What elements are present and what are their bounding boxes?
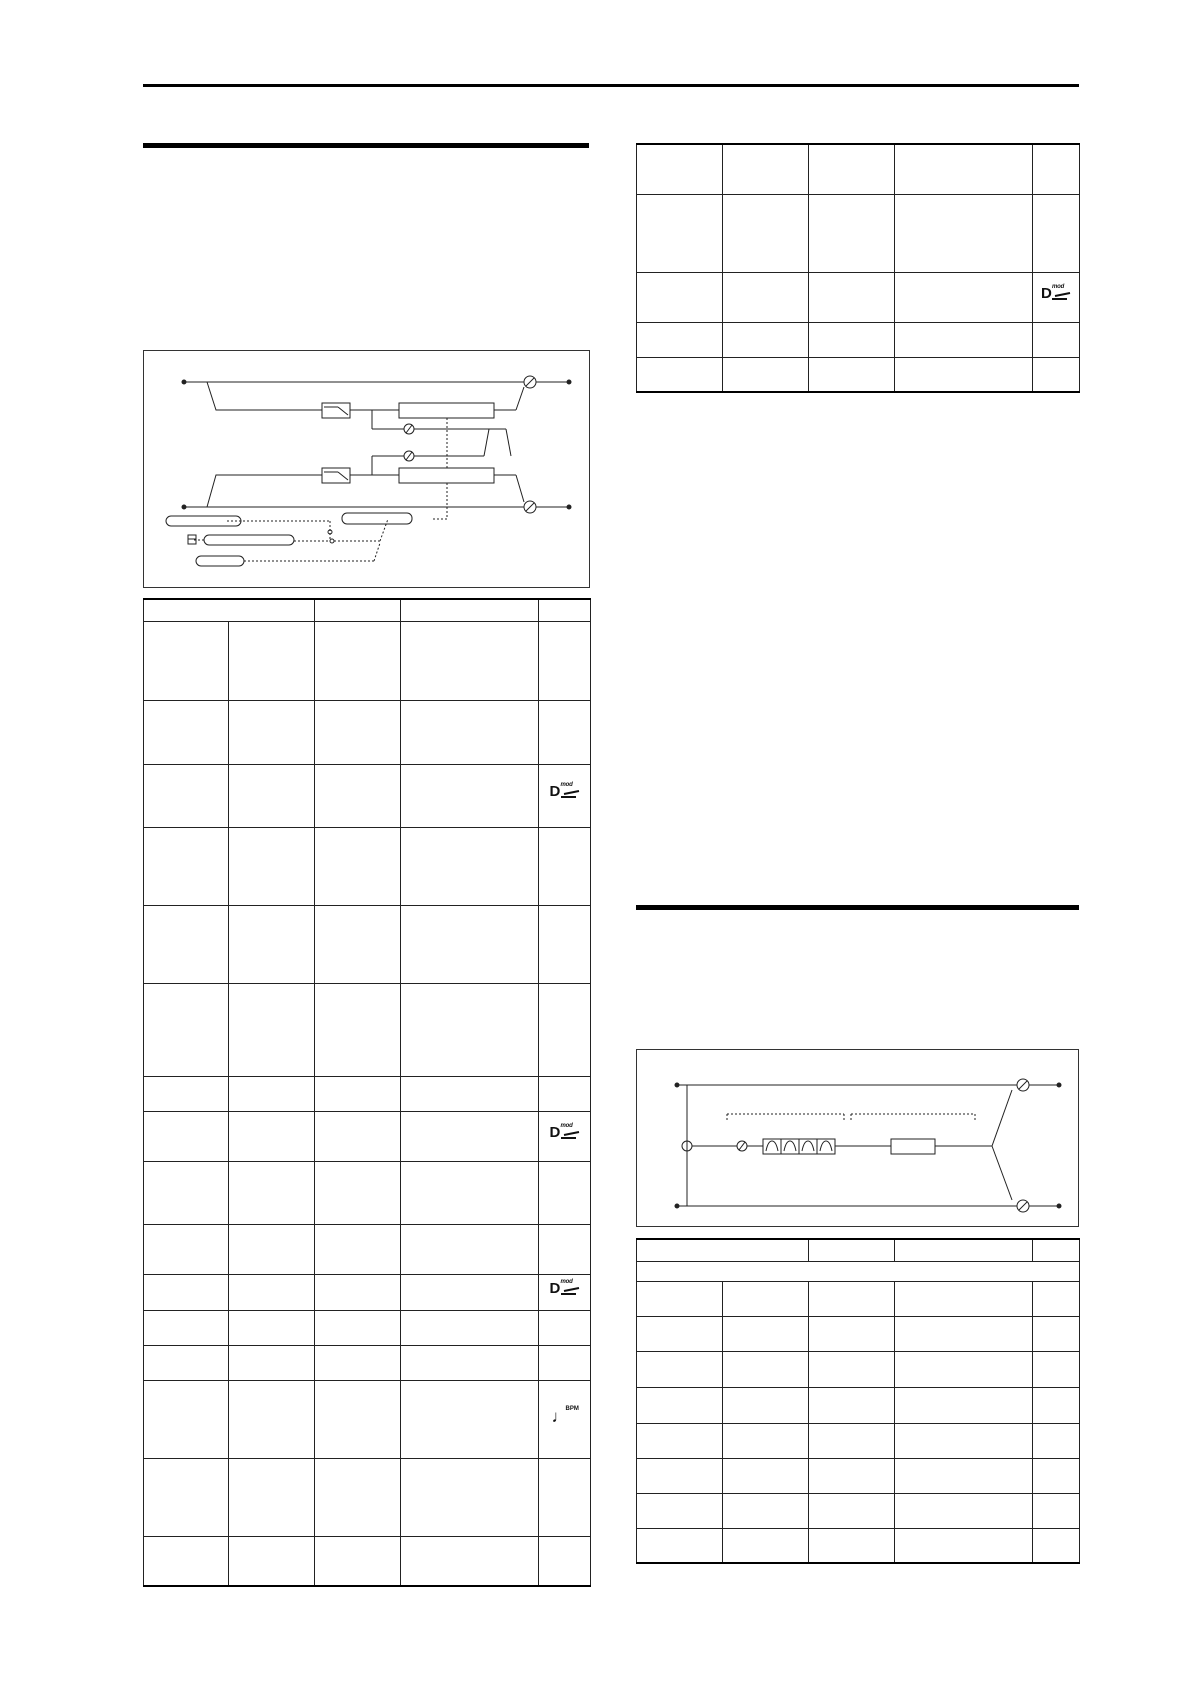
table-row xyxy=(144,1224,591,1274)
header-cell-range xyxy=(809,1239,895,1261)
header-cell-icon xyxy=(1033,1239,1080,1261)
header-cell-parameter xyxy=(637,1239,809,1261)
bpm-sync-icon: ♩ BPM xyxy=(551,1405,579,1426)
block-diagram-stereo xyxy=(143,350,590,588)
table-row xyxy=(637,1281,1080,1316)
dmod-cell xyxy=(1033,272,1080,322)
table-row xyxy=(637,1387,1080,1423)
block-diagram-bandpass xyxy=(636,1049,1079,1227)
table-row xyxy=(637,1423,1080,1458)
block-diagram-bandpass-svg xyxy=(637,1050,1080,1228)
dmod-icon: D mod xyxy=(550,785,580,801)
header-cell-icon xyxy=(539,599,591,621)
header-cell-description xyxy=(401,599,539,621)
table-row xyxy=(637,1316,1080,1351)
table-row xyxy=(637,322,1080,357)
page-header-rule xyxy=(143,84,1079,87)
table-row xyxy=(144,827,591,905)
right-top-parameter-table xyxy=(636,143,1080,393)
section-heading-rule-right xyxy=(636,905,1079,910)
table-row xyxy=(144,1345,591,1380)
dmod-cell xyxy=(539,1274,591,1310)
table-row xyxy=(144,700,591,764)
table-header-row xyxy=(144,599,591,621)
table-row xyxy=(637,357,1080,392)
table-row xyxy=(637,1493,1080,1528)
table-row xyxy=(144,764,591,827)
table-row xyxy=(144,983,591,1076)
table-row xyxy=(637,1458,1080,1493)
dmod-cell xyxy=(539,1111,591,1161)
table-row xyxy=(144,1458,591,1536)
left-parameter-table xyxy=(143,598,591,1587)
table-row xyxy=(144,1310,591,1345)
section-heading-rule-left xyxy=(143,143,589,148)
header-cell-description xyxy=(895,1239,1033,1261)
dmod-icon: D mod xyxy=(550,1126,580,1142)
table-row xyxy=(637,194,1080,272)
bpm-cell xyxy=(539,1380,591,1458)
header-cell-range xyxy=(315,599,401,621)
table-section-row xyxy=(637,1261,1080,1281)
table-row xyxy=(144,1076,591,1111)
right-bottom-parameter-table xyxy=(636,1238,1080,1564)
dmod-cell xyxy=(539,764,591,827)
table-row xyxy=(144,1536,591,1586)
table-row xyxy=(144,1161,591,1224)
table-row xyxy=(637,1351,1080,1387)
table-header-row xyxy=(637,1239,1080,1261)
table-row xyxy=(637,1528,1080,1563)
block-diagram-stereo-svg xyxy=(144,351,591,589)
table-row xyxy=(144,621,591,700)
table-row xyxy=(144,1111,591,1161)
header-cell-parameter xyxy=(144,599,315,621)
dmod-icon: D mod xyxy=(1041,287,1071,303)
table-row xyxy=(637,144,1080,194)
dmod-icon: D mod xyxy=(550,1282,580,1298)
table-row xyxy=(637,272,1080,322)
table-row xyxy=(144,1380,591,1458)
table-row xyxy=(144,1274,591,1310)
table-row xyxy=(144,905,591,983)
